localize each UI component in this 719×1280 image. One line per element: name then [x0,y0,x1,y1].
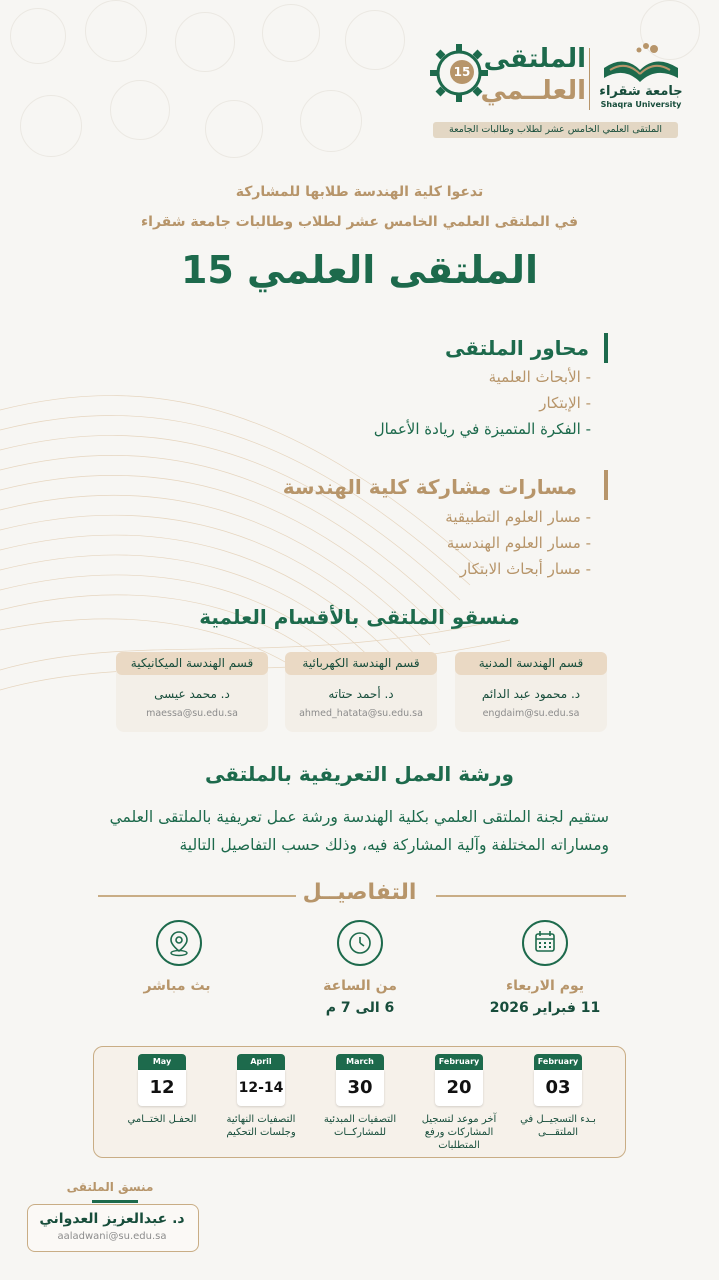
calendar-month: February [435,1054,483,1070]
axes-item: - الإبتكار [539,394,591,412]
university-name-en: Shaqra University [600,100,682,109]
section-bar [604,470,608,500]
axes-title: محاور الملتقى [445,336,589,360]
location-label: بث مباشر [143,978,211,994]
calendar-day: 20 [435,1070,483,1106]
workshop-description: ستقيم لجنة الملتقى العلمي بكلية الهندسة ورشة عمل تعريفية بالملتقى العلمي ومساراته المختلفة وآلية المشاركة فيه، وذلك حسب التفاصيل التالية [109,808,609,854]
organizer-underline [92,1200,138,1203]
axes-item: - الأبحاث العلمية [488,368,591,386]
book-icon [596,40,686,90]
organizer-email[interactable]: aaladwani@su.edu.sa [57,1231,167,1242]
workshop-title: ورشة العمل التعريفية بالملتقى [205,762,514,786]
time-label: من الساعة [323,978,397,994]
coordinator-email[interactable]: maessa@su.edu.sa [146,708,238,719]
university-logo [596,40,686,115]
time-value: 6 الى 7 م [325,1000,395,1016]
organizer-name: د. عبدالعزيز العدواني [39,1211,185,1227]
forum-logo-word1: الملتقى [483,44,586,74]
decor-ring [345,10,405,70]
coordinator-name: د. محمد عيسى [154,687,230,701]
calendar-month: April [237,1054,285,1070]
calendar-date [138,1054,186,1106]
calendar-icon [522,920,568,966]
decor-ring [262,4,320,62]
university-name-ar: جامعة شقراء [599,84,683,99]
decor-ring [110,80,170,140]
calendar-day: 30 [336,1070,384,1106]
coordinator-email[interactable]: engdaim@su.edu.sa [482,708,580,719]
forum-logo [426,40,586,115]
organizer-label: منسق الملتقى [66,1180,154,1194]
coordinator-name: د. أحمد حتاته [328,687,394,701]
decor-ring [85,0,147,62]
decor-ring [205,100,263,158]
calendar-month: May [138,1054,186,1070]
day-label: يوم الاربعاء [505,978,585,994]
timeline-description: بـدء التسجيــل في الملتقـــى [520,1114,596,1138]
tracks-title: مسارات مشاركة كلية الهندسة [282,475,577,499]
coordinator-department: قسم الهندسة المدنية [455,652,607,675]
section-bar [604,333,608,363]
tracks-item: - مسار العلوم الهندسية [446,534,591,552]
decor-ring [300,90,362,152]
header-strip: الملتقى العلمي الخامس عشر لطلاب وطالبات الجامعة [433,122,678,138]
timeline-description: التصفيات المبدئية للمشاركــات [323,1114,397,1138]
calendar-day: 12 [138,1070,186,1106]
coordinators-title: منسقو الملتقى بالأقسام العلمية [199,605,520,629]
coordinator-email[interactable]: ahmed_hatata@su.edu.sa [299,708,423,719]
coordinator-department: قسم الهندسة الميكانيكية [116,652,268,675]
forum-number-badge: 15 [450,60,474,84]
calendar-date [237,1054,285,1106]
calendar-date [435,1054,483,1106]
decor-ring [10,8,66,64]
decor-ring [20,95,82,157]
forum-logo-word2: العلــمي [480,76,586,106]
day-value: 11 فبراير 2026 [489,1000,601,1016]
intro-line-2: في الملتقى العلمي الخامس عشر لطلاب وطالبات جامعة شقراء [141,214,578,230]
page-title: الملتقى العلمي 15 [180,248,539,292]
details-title: التفاصيــل [302,880,417,905]
timeline-description: الحفـل الختــامي [127,1114,197,1125]
location-icon [156,920,202,966]
calendar-date [336,1054,384,1106]
tracks-item: - مسار أبحاث الابتكار [459,560,591,578]
calendar-day: 12-14 [237,1070,285,1106]
calendar-date [534,1054,582,1106]
calendar-month: March [336,1054,384,1070]
clock-icon [337,920,383,966]
calendar-month: February [534,1054,582,1070]
timeline-description: آخر موعد لتسجيل المشاركات ورفع المتطلبات [421,1114,497,1151]
timeline-description: التصفيات النهائية وجلسات التحكيم [226,1114,296,1138]
calendar-day: 03 [534,1070,582,1106]
logo-divider [589,48,590,110]
coordinator-name: د. محمود عبد الدائم [481,687,581,701]
axes-item: - الفكرة المتميزة في ريادة الأعمال [373,420,591,438]
coordinator-department: قسم الهندسة الكهربائية [285,652,437,675]
intro-line-1: تدعوا كلية الهندسة طلابها للمشاركة [235,184,484,200]
tracks-item: - مسار العلوم التطبيقية [445,508,591,526]
decor-ring [175,12,235,72]
